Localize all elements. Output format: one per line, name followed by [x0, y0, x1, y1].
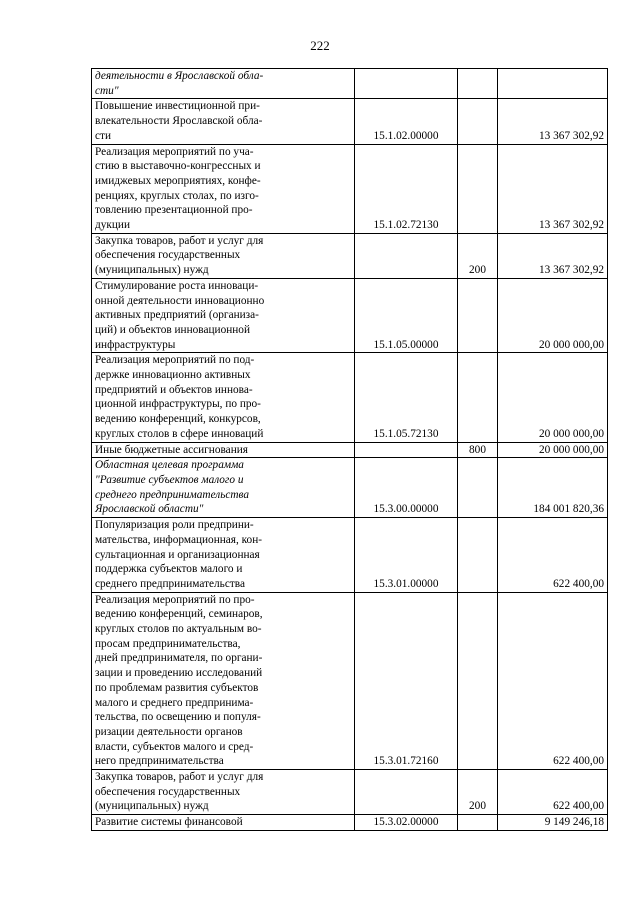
row-amount-cell: 622 400,00	[498, 770, 608, 815]
row-code-cell	[355, 770, 458, 815]
row-expense-type-cell	[458, 815, 498, 831]
row-name-cell	[92, 99, 355, 144]
table-row	[92, 770, 608, 815]
row-name-cell	[92, 233, 355, 278]
row-expense-type-cell	[458, 353, 498, 442]
row-amount-cell: 13 367 302,92	[498, 233, 608, 278]
table-row	[92, 278, 608, 353]
row-amount-cell: 184 001 820,36	[498, 458, 608, 518]
table-row	[92, 353, 608, 442]
row-name-line: обеспечения государственных	[95, 249, 241, 262]
row-expense-type-cell	[458, 278, 498, 353]
row-name-line: онной деятельности инновационно	[95, 294, 265, 307]
row-name-line: среднего предпринимательства	[95, 577, 245, 590]
row-code-cell: 15.1.02.00000	[355, 99, 458, 144]
row-name-line: (муниципальных) нужд	[95, 264, 209, 277]
table-row	[92, 815, 608, 831]
row-name-cell	[92, 770, 355, 815]
table-row	[92, 592, 608, 769]
row-amount-cell: 13 367 302,92	[498, 144, 608, 233]
row-name-line: стию в выставочно-конгрессных и	[95, 160, 261, 173]
page-number: 222	[310, 38, 330, 53]
row-name-line: Реализация мероприятий по уча-	[95, 145, 254, 158]
table-row	[92, 69, 608, 99]
row-name-cell	[92, 815, 355, 831]
row-amount-cell: 13 367 302,92	[498, 99, 608, 144]
row-name-line: Реализация мероприятий по про-	[95, 593, 255, 606]
row-name-line: ций) и объектов инновационной	[95, 323, 251, 336]
row-name-line: зации и проведению исследований	[95, 667, 263, 680]
row-name-line: Ярославской области"	[95, 503, 204, 516]
row-code-cell	[355, 69, 458, 99]
row-name-line: Иные бюджетные ассигнования	[95, 443, 248, 456]
row-name-line: Популяризация роли предприни-	[95, 519, 254, 532]
row-name-line: тельства, по освещению и популя-	[95, 711, 261, 724]
row-name-line: по проблемам развития субъектов	[95, 681, 259, 694]
row-code-cell: 15.3.01.00000	[355, 518, 458, 593]
row-expense-type-cell: 800	[458, 442, 498, 458]
row-name-line: Развитие системы финансовой	[95, 816, 243, 829]
row-name-line: ведению конференций, семинаров,	[95, 608, 263, 621]
table-row	[92, 144, 608, 233]
table-row	[92, 442, 608, 458]
row-name-line: товлению презентационной про-	[95, 204, 253, 217]
row-name-line: ведению конференций, конкурсов,	[95, 413, 261, 426]
row-name-line: активных предприятий (организа-	[95, 309, 259, 322]
row-name-line: поддержка субъектов малого и	[95, 563, 243, 576]
row-code-cell: 15.3.01.72160	[355, 592, 458, 769]
row-name-line: мательства, информационная, кон-	[95, 533, 263, 546]
row-name-cell	[92, 458, 355, 518]
row-expense-type-cell	[458, 458, 498, 518]
row-name-line: сти	[95, 129, 111, 142]
row-name-cell	[92, 278, 355, 353]
table-row	[92, 99, 608, 144]
row-name-line: Стимулирование роста инноваци-	[95, 279, 259, 292]
table-row	[92, 233, 608, 278]
row-name-line: Закупка товаров, работ и услуг для	[95, 234, 264, 247]
row-name-cell	[92, 353, 355, 442]
row-name-line: влекательности Ярославской обла-	[95, 115, 263, 128]
row-amount-cell: 622 400,00	[498, 518, 608, 593]
row-name-line: сультационная и организационная	[95, 548, 260, 561]
row-code-cell: 15.1.02.72130	[355, 144, 458, 233]
table-row	[92, 458, 608, 518]
row-name-line: круглых столов в сфере инноваций	[95, 427, 264, 440]
row-code-cell: 15.1.05.72130	[355, 353, 458, 442]
row-expense-type-cell	[458, 592, 498, 769]
row-code-cell: 15.3.00.00000	[355, 458, 458, 518]
row-code-cell	[355, 442, 458, 458]
row-amount-cell: 20 000 000,00	[498, 353, 608, 442]
row-name-line: малого и среднего предпринима-	[95, 696, 254, 709]
row-expense-type-cell	[458, 99, 498, 144]
row-code-cell: 15.3.02.00000	[355, 815, 458, 831]
row-name-line: предприятий и объектов иннова-	[95, 383, 253, 396]
row-name-cell	[92, 518, 355, 593]
row-name-line: Повышение инвестиционной при-	[95, 100, 260, 113]
row-name-line: дукции	[95, 219, 131, 232]
row-name-line: имиджевых мероприятиях, конфе-	[95, 174, 261, 187]
row-name-line: обеспечения государственных	[95, 785, 241, 798]
row-name-line: власти, субъектов малого и сред-	[95, 740, 254, 753]
row-amount-cell	[498, 69, 608, 99]
row-code-cell	[355, 233, 458, 278]
row-name-line: "Развитие субъектов малого и	[95, 473, 244, 486]
row-name-line: (муниципальных) нужд	[95, 800, 209, 813]
row-name-cell	[92, 592, 355, 769]
row-amount-cell: 9 149 246,18	[498, 815, 608, 831]
row-name-cell	[92, 69, 355, 99]
row-name-line: ризации деятельности органов	[95, 725, 243, 738]
row-name-line: ренциях, круглых столах, по изго-	[95, 189, 259, 202]
row-name-line: просам предпринимательства,	[95, 637, 241, 650]
row-expense-type-cell	[458, 518, 498, 593]
row-name-line: среднего предпринимательства	[95, 488, 250, 501]
row-name-cell	[92, 144, 355, 233]
row-name-line: держке инновационно активных	[95, 369, 251, 382]
row-code-cell: 15.1.05.00000	[355, 278, 458, 353]
row-name-line: Реализация мероприятий по под-	[95, 354, 255, 367]
row-amount-cell: 20 000 000,00	[498, 278, 608, 353]
row-expense-type-cell: 200	[458, 233, 498, 278]
row-name-cell	[92, 442, 355, 458]
row-name-line: ционной инфраструктуры, по про-	[95, 398, 261, 411]
row-name-line: Областная целевая программа	[95, 459, 244, 472]
row-amount-cell: 20 000 000,00	[498, 442, 608, 458]
row-name-line: него предпринимательства	[95, 755, 224, 768]
row-expense-type-cell: 200	[458, 770, 498, 815]
row-expense-type-cell	[458, 69, 498, 99]
row-name-line: дней предпринимателя, по органи-	[95, 652, 263, 665]
row-amount-cell: 622 400,00	[498, 592, 608, 769]
row-name-line: инфраструктуры	[95, 338, 176, 351]
row-name-line: Закупка товаров, работ и услуг для	[95, 771, 264, 784]
budget-table	[91, 68, 608, 831]
table-row	[92, 518, 608, 593]
row-name-line: круглых столов по актуальным во-	[95, 623, 262, 636]
row-name-line: деятельности в Ярославской обла-	[95, 70, 264, 82]
row-name-line: сти"	[95, 84, 119, 97]
budget-table-body	[92, 69, 608, 831]
row-expense-type-cell	[458, 144, 498, 233]
